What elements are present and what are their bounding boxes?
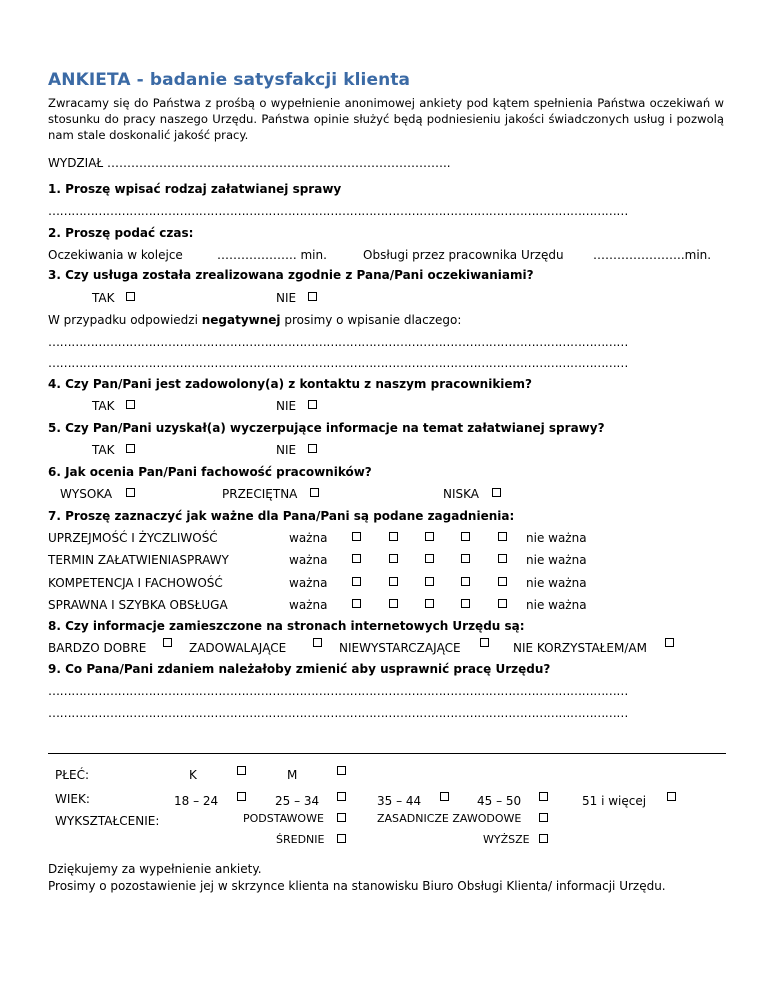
education-secondary-label: ŚREDNIE (276, 833, 325, 846)
education-primary-checkbox[interactable] (337, 813, 346, 822)
q7-row2-checkbox-5[interactable] (498, 554, 507, 563)
q3-yes-checkbox[interactable] (126, 292, 135, 301)
q5-no-label: NIE (276, 443, 297, 457)
question-9: 9. Co Pana/Pani zdaniem należałoby zmienić aby usprawnić pracę Urzędu? (48, 662, 551, 676)
age-45-50-checkbox[interactable] (539, 792, 548, 801)
q8-satisfactory-label: ZADOWALAJĄCE (189, 641, 287, 655)
age-18-24-checkbox[interactable] (237, 792, 246, 801)
q6-low-label: NISKA (443, 487, 479, 501)
q7-row1-checkbox-5[interactable] (498, 532, 507, 541)
q7-row2-checkbox-1[interactable] (352, 554, 361, 563)
q6-average-label: PRZECIĘTNA (222, 487, 298, 501)
q8-satisfactory-checkbox[interactable] (313, 638, 322, 647)
q7-row4-checkbox-4[interactable] (461, 599, 470, 608)
age-51-plus-label: 51 i więcej (582, 794, 647, 808)
q7-row3-checkbox-3[interactable] (425, 577, 434, 586)
age-35-44-label: 35 – 44 (377, 794, 422, 808)
q5-yes-checkbox[interactable] (126, 444, 135, 453)
q4-yes-label: TAK (92, 399, 115, 413)
age-45-50-label: 45 – 50 (477, 794, 522, 808)
q7-row3-checkbox-2[interactable] (389, 577, 398, 586)
question-1: 1. Proszę wpisać rodzaj załatwianej sprawy (48, 182, 342, 196)
gender-female-checkbox[interactable] (237, 766, 246, 775)
q1-answer-line[interactable]: …………………………………………………………………………………………………………………………………… (48, 204, 629, 218)
negative-answer-note (48, 313, 461, 327)
q7-row3-important-label: ważna (289, 576, 328, 590)
gender-female-label: K (189, 768, 197, 782)
q7-row-label-efficiency: SPRAWNA I SZYBKA OBSŁUGA (48, 598, 228, 612)
q7-row2-important-label: ważna (289, 553, 328, 567)
q2-wait-label: Oczekiwania w kolejce (48, 248, 183, 262)
q7-row2-checkbox-3[interactable] (425, 554, 434, 563)
age-label: WIEK: (55, 792, 90, 806)
q4-no-checkbox[interactable] (308, 400, 317, 409)
q3-yes-label: TAK (92, 291, 115, 305)
q2-wait-field[interactable]: ……………….. min. (217, 248, 327, 262)
q7-row1-checkbox-3[interactable] (425, 532, 434, 541)
q4-no-label: NIE (276, 399, 297, 413)
question-7: 7. Proszę zaznaczyć jak ważne dla Pana/Pani są podane zagadnienia: (48, 509, 515, 523)
q7-row3-unimportant-label: nie ważna (526, 576, 587, 590)
question-8: 8. Czy informacje zamieszczone na stronach internetowych Urzędu są: (48, 619, 525, 633)
q6-low-checkbox[interactable] (492, 488, 501, 497)
q7-row4-checkbox-3[interactable] (425, 599, 434, 608)
q7-row4-checkbox-1[interactable] (352, 599, 361, 608)
survey-title: ANKIETA - badanie satysfakcji klienta (48, 70, 411, 90)
q8-insufficient-checkbox[interactable] (480, 638, 489, 647)
age-25-34-checkbox[interactable] (337, 792, 346, 801)
negative-note-suffix: prosimy o wpisanie dlaczego: (280, 313, 462, 327)
q7-row1-checkbox-2[interactable] (389, 532, 398, 541)
intro-paragraph: Zwracamy się do Państwa z prośbą o wypełnienie anonimowej ankiety pod kątem spełnienia Państwa oczekiwań w stosunku do pracy naszego Urzędu. Państwa opinie służyć będą podniesieniu jakości świadczonych usług i pozwolą nam stale doskonalić jakość pracy. (48, 96, 724, 142)
thanks-line-1: Dziękujemy za wypełnienie ankiety. (48, 862, 262, 876)
thanks-line-2: Prosimy o pozostawienie jej w skrzynce klienta na stanowisku Biuro Obsługi Klienta/ informacji Urzędu. (48, 879, 666, 893)
question-6: 6. Jak ocenia Pan/Pani fachowość pracowników? (48, 465, 372, 479)
q6-average-checkbox[interactable] (310, 488, 319, 497)
q7-row-label-deadline: TERMIN ZAŁATWIENIASPRAWY (48, 553, 229, 567)
q3-reason-line-2[interactable]: …………………………………………………………………………………………………………………………………… (48, 356, 629, 370)
education-higher-label: WYŻSZE (483, 833, 530, 846)
question-5: 5. Czy Pan/Pani uzyskał(a) wyczerpujące informacje na temat załatwianej sprawy? (48, 421, 605, 435)
gender-male-label: M (287, 768, 298, 782)
q6-high-checkbox[interactable] (126, 488, 135, 497)
q7-row1-checkbox-1[interactable] (352, 532, 361, 541)
q7-row4-important-label: ważna (289, 598, 328, 612)
q2-service-field[interactable]: …………………..min. (593, 248, 712, 262)
question-3: 3. Czy usługa została zrealizowana zgodnie z Pana/Pani oczekiwaniami? (48, 268, 534, 282)
q8-not-used-label: NIE KORZYSTAŁEM/AM (513, 641, 647, 655)
q7-row4-unimportant-label: nie ważna (526, 598, 587, 612)
q8-not-used-checkbox[interactable] (665, 638, 674, 647)
q7-row-label-courtesy: UPRZEJMOŚĆ I ŻYCZLIWOŚĆ (48, 531, 218, 545)
q7-row3-checkbox-4[interactable] (461, 577, 470, 586)
q9-answer-line-2[interactable]: …………………………………………………………………………………………………………………………………… (48, 706, 629, 720)
age-51-plus-checkbox[interactable] (667, 792, 676, 801)
q9-answer-line-1[interactable]: …………………………………………………………………………………………………………………………………… (48, 684, 629, 698)
q3-no-checkbox[interactable] (308, 292, 317, 301)
gender-male-checkbox[interactable] (337, 766, 346, 775)
question-4: 4. Czy Pan/Pani jest zadowolony(a) z kontaktu z naszym pracownikiem? (48, 377, 533, 391)
q7-row-label-competence: KOMPETENCJA I FACHOWOŚĆ (48, 576, 223, 590)
q7-row2-checkbox-2[interactable] (389, 554, 398, 563)
department-field[interactable]: WYDZIAŁ ………………………………………………………………………….. (48, 156, 451, 170)
q4-yes-checkbox[interactable] (126, 400, 135, 409)
q8-insufficient-label: NIEWYSTARCZAJĄCE (339, 641, 461, 655)
age-18-24-label: 18 – 24 (174, 794, 219, 808)
education-vocational-checkbox[interactable] (539, 813, 548, 822)
q8-very-good-checkbox[interactable] (163, 638, 172, 647)
education-label: WYKSZTAŁCENIE: (55, 814, 160, 828)
q5-yes-label: TAK (92, 443, 115, 457)
question-2: 2. Proszę podać czas: (48, 226, 194, 240)
q5-no-checkbox[interactable] (308, 444, 317, 453)
education-primary-label: PODSTAWOWE (243, 812, 324, 825)
q7-row4-checkbox-2[interactable] (389, 599, 398, 608)
negative-note-prefix: W przypadku odpowiedzi (48, 313, 202, 327)
q6-high-label: WYSOKA (60, 487, 113, 501)
q3-reason-line-1[interactable]: …………………………………………………………………………………………………………………………………… (48, 335, 629, 349)
q7-row3-checkbox-1[interactable] (352, 577, 361, 586)
age-35-44-checkbox[interactable] (440, 792, 449, 801)
q7-row1-important-label: ważna (289, 531, 328, 545)
q2-service-label: Obsługi przez pracownika Urzędu (363, 248, 564, 262)
q7-row2-unimportant-label: nie ważna (526, 553, 587, 567)
q7-row1-unimportant-label: nie ważna (526, 531, 587, 545)
q8-very-good-label: BARDZO DOBRE (48, 641, 147, 655)
negative-note-bold: negatywnej (201, 313, 281, 327)
education-vocational-label: ZASADNICZE ZAWODOWE (377, 812, 522, 825)
q7-row4-checkbox-5[interactable] (498, 599, 507, 608)
q7-row2-checkbox-4[interactable] (461, 554, 470, 563)
age-25-34-label: 25 – 34 (275, 794, 320, 808)
education-higher-checkbox[interactable] (539, 834, 548, 843)
section-divider (48, 753, 726, 754)
q3-no-label: NIE (276, 291, 297, 305)
q7-row1-checkbox-4[interactable] (461, 532, 470, 541)
q7-row3-checkbox-5[interactable] (498, 577, 507, 586)
education-secondary-checkbox[interactable] (337, 834, 346, 843)
gender-label: PŁEĆ: (55, 768, 89, 782)
